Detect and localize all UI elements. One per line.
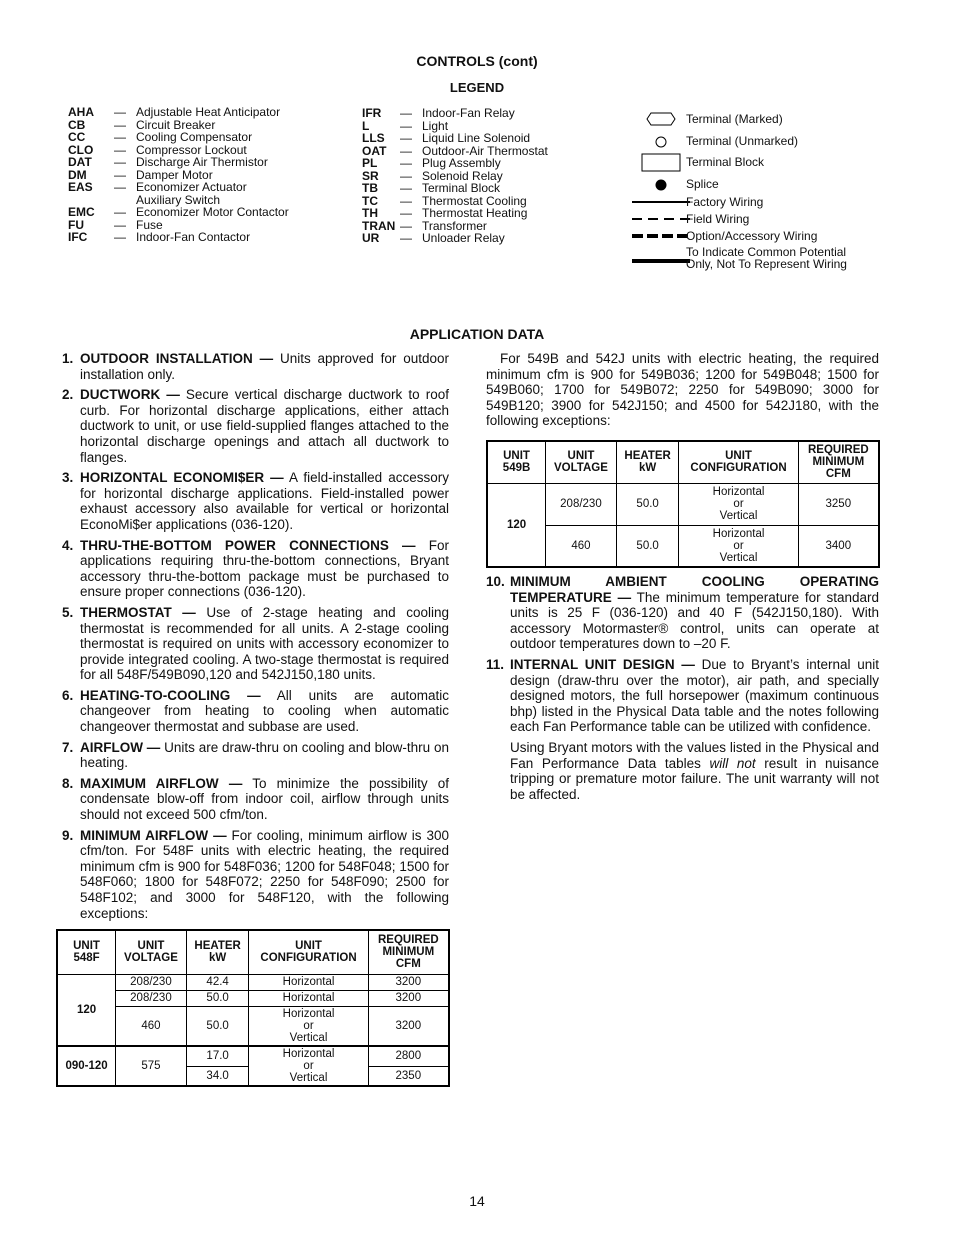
header-heater: HEATER kW [186,930,249,974]
field-wiring-icon [632,214,690,224]
item-text: Units are draw-thru on cooling and blow-thru on heating. [80,739,449,771]
item-heading: DUCTWORK — [80,387,180,403]
terminal-unmarked-icon [632,133,690,149]
header-voltage: UNIT VOLTAGE [116,930,187,974]
legend-dash: — [114,130,126,144]
item-number: 2. [62,387,74,403]
legend-abbr: OAT [362,143,387,158]
legend-dash: — [400,168,412,183]
legend-abbr: TB [362,181,378,195]
legend-dash: — [114,142,126,157]
legend-abbr: IFC [68,230,88,244]
legend-dash: — [114,230,126,244]
legend-desc: Unloader Relay [422,231,505,245]
legend-desc: Terminal Block [422,181,501,195]
legend-abbr: LLS [362,131,385,145]
legend-desc: Cooling Compensator [136,130,253,144]
legend-mid [362,107,548,245]
legend-entry [68,231,289,244]
splice-icon [632,176,690,192]
legend-dash: — [114,205,126,219]
item-heading: OUTDOOR INSTALLATION — [80,351,274,366]
item-heading: HEATING-TO-COOLING — [80,687,261,703]
legend-abbr: PL [362,156,378,170]
item-number: 6. [62,687,74,703]
application-item [62,387,449,465]
item-11-paragraph: Using Bryant motors with the values listed in the Physical and Fan Performance Data tables will not result in nuisance tripping or premature motor failure. The unit warranty will not be affected. [510,739,880,802]
application-item [62,688,449,735]
legend-desc: Discharge Air Thermistor [136,155,268,169]
application-item [486,574,879,652]
header-config: UNIT CONFIGURATION [679,441,798,483]
header-config: UNIT CONFIGURATION [249,930,368,974]
item-text: Secure vertical discharge ductwork to roof curb. For horizontal discharge applications, either attach ductwork to unit, or use field-supplied flanges attached to the horizontal discharge openings and attach all ductwork to flanges. [80,387,449,465]
item-number: 8. [62,775,74,791]
legend-abbr: CC [68,130,86,144]
table-row: 090-120 575 17.0 Horizontal or Vertical 2800 [57,1046,449,1066]
item-text: Use of 2-stage heating and cooling thermostat is recommended for all units. A 2-stage cooling thermostat is required on units with accessory economizer to provide integrated cooling. A two-stage thermostat is required for all 548F/549B090,120 and 542J150,180 units. [80,604,449,683]
item-number: 7. [62,739,74,755]
legend-dash: — [400,156,412,170]
legend-dash: — [114,217,126,232]
item-text: Due to Bryant’s internal unit design (draw-thru over the motor), air path, and specially designed motors, the full horsepower (maximum continuous bhp) listed in the Physical Data table and the notes following each Fan Performance table can be utilized with confidence. [510,656,879,735]
legend-dash: — [400,218,412,233]
legend-abbr: CLO [68,142,94,157]
application-item [62,828,449,922]
legend-dash: — [114,155,126,169]
legend-abbr: EMC [68,205,95,219]
item-text: To minimize the possibility of condensate blow-off from indoor coil, airflow through units should not exceed 500 cfm/ton. [80,775,449,823]
legend-desc: Economizer Motor Contactor [136,205,289,219]
table-row: 208/230 50.0 Horizontal 3200 [57,990,449,1006]
legend-desc: Outdoor-Air Thermostat [422,143,548,158]
application-item [62,740,449,771]
page-number: 14 [469,1193,485,1209]
application-item [62,605,449,683]
table-row: 34.0 2350 [57,1066,449,1086]
legend-abbr: CB [68,117,86,132]
legend-desc: Circuit Breaker [136,117,216,132]
legend-entry [68,206,289,219]
legend-desc: Plug Assembly [422,156,501,170]
application-item [62,351,449,382]
item-number: 10. [486,574,505,589]
legend-desc: Transformer [422,218,487,233]
legend-dash: — [400,143,412,158]
legend-entry [362,182,548,195]
legend-abbr: DM [68,167,87,182]
legend-dash: — [400,193,412,208]
legend-entry [362,207,548,220]
legend-desc: Solenoid Relay [422,168,503,183]
symbol-splice: Splice [632,174,690,194]
legend-dash: — [400,106,412,120]
legend-left [68,106,289,244]
table-header-row [57,930,449,974]
legend-entry [362,157,548,170]
legend-title: LEGEND [449,80,505,95]
legend-entry [68,156,289,169]
legend-abbr: TC [362,193,378,208]
item-text: Units approved for outdoor installation only. [80,351,449,382]
legend-abbr: L [362,118,370,133]
legend-dash: — [400,181,412,195]
legend-desc: Auxiliary Switch [136,192,221,207]
legend-abbr: AHA [68,105,94,119]
table-row: 460 50.0 Horizontal or Vertical 3400 [487,525,879,567]
table-row: 460 50.0 Horizontal or Vertical 3200 [57,1006,449,1046]
item-heading: HORIZONTAL ECONOMI$ER — [80,470,284,486]
symbol-common-potential: To Indicate Common Potential Only, Not To Represent Wiring [632,248,690,274]
legend-entry [68,181,289,194]
application-data-title: APPLICATION DATA [409,326,545,342]
legend-abbr: TRAN [362,218,396,233]
item-heading: AIRFLOW — [80,739,161,755]
application-item [62,538,449,600]
application-item [486,657,879,735]
symbol-legend [632,108,932,278]
header-unit: UNIT 548F [57,930,116,974]
factory-wiring-icon [632,197,690,207]
terminal-block-icon [632,152,690,172]
legend-desc: Thermostat Cooling [422,193,527,208]
legend-dash: — [400,231,412,245]
item-text: All units are automatic changeover from heating to cooling when automatic changeover thermostat and subbase are used. [80,687,449,735]
table-548f [56,929,450,1087]
legend-entry [68,131,289,144]
legend-dash: — [114,167,126,182]
legend-entry [68,106,289,119]
legend-desc: Indoor-Fan Relay [422,106,515,120]
item-text: The minimum temperature for standard units is 25 F (036-120) and 40 F (542J150,180). With accessory Motormaster® control, units can operate at outdoor temperatures down to –20 F. [510,589,879,652]
application-item [62,776,449,823]
item-heading: MINIMUM AIRFLOW — [80,827,227,843]
symbol-option-wiring: Option/Accessory Wiring [632,226,690,246]
header-voltage: UNIT VOLTAGE [546,441,617,483]
option-wiring-icon [632,231,690,241]
table-row: 120 208/230 42.4 Horizontal 3200 [57,974,449,990]
legend-entry [362,132,548,145]
table-header-row [487,441,879,483]
legend-desc: Compressor Lockout [136,142,247,157]
legend-desc: Fuse [136,217,163,232]
item-heading: MAXIMUM AIRFLOW — [80,775,243,791]
legend-abbr: EAS [68,180,93,194]
legend-dash: — [400,118,412,133]
legend-abbr: SR [362,168,379,183]
legend-dash: — [114,180,126,194]
item-text: For cooling, minimum airflow is 300 cfm/ton. For 548F units with electric heating, the required minimum cfm is 900 for 548F036; 1200 for 548F048; 1500 for 548F060; 1800 for 548F072; 2250 for 548F090; 2500 for 548F102; and 3000 for 548F120, with the following exceptions: [80,827,449,921]
item-text: For applications requiring thru-the-bottom connections, Bryant accessory thru-the-bottom package must be purchased to ensure proper connections (036-120). [80,537,449,600]
header-cfm: REQUIRED MINIMUM CFM [368,930,449,974]
item-number: 4. [62,537,74,553]
item-number: 9. [62,827,74,843]
symbol-field-wiring: Field Wiring [632,209,690,229]
item-heading: MINIMUM AMBIENT COOLING OPERATING TEMPERATURE — [510,574,879,605]
legend-desc: Liquid Line Solenoid [422,131,531,145]
legend-desc: Damper Motor [136,167,213,182]
legend-abbr: DAT [68,155,92,169]
legend-abbr: IFR [362,106,382,120]
item-text: A field-installed accessory for horizontal discharge applications. Field-installed power exhaust accessory also available for vertical or horizontal EconoMi$er applications (036-120). [80,470,449,532]
table-549b [486,440,880,568]
item-number: 5. [62,604,74,620]
legend-abbr: TH [362,206,378,220]
item-number: 11. [486,656,505,672]
legend-desc: Light [422,118,449,133]
legend-entry [362,107,548,120]
terminal-marked-icon [632,111,690,127]
common-potential-icon [632,256,690,266]
application-item [62,470,449,532]
item-number: 3. [62,470,74,486]
legend-desc: Thermostat Heating [422,206,528,220]
legend-desc: Economizer Actuator [136,180,247,194]
symbol-terminal-block: Terminal Block [632,152,690,172]
legend-abbr: UR [362,231,380,245]
legend-entry [362,232,548,245]
legend-dash: — [400,131,412,145]
legend-desc: Indoor-Fan Contactor [136,230,251,244]
right-column-items [486,574,879,807]
left-column [62,351,449,926]
symbol-terminal-unmarked: Terminal (Unmarked) [632,131,690,151]
right-column-intro: For 549B and 542J units with electric heating, the required minimum cfm is 900 for 549B036; 1200 for 549B048; 1500 for 549B060; 1700 for 549B072; 2250 for 549B090; 3000 for 549B120; 3900 for 542J150; and 4500 for 542J180, with the following exceptions: [486,351,879,429]
item-heading: THERMOSTAT — [80,604,196,620]
legend-abbr: FU [68,217,84,232]
header-heater: HEATER kW [616,441,679,483]
symbol-factory-wiring: Factory Wiring [632,192,690,212]
legend-dash: — [114,117,126,132]
item-number: 1. [62,351,74,366]
item-heading: THRU-THE-BOTTOM POWER CONNECTIONS — [80,537,416,553]
section-title: CONTROLS (cont) [416,53,538,69]
legend-dash: — [114,105,126,119]
legend-dash: — [400,206,412,220]
item-heading: INTERNAL UNIT DESIGN — [510,656,695,672]
legend-desc: Adjustable Heat Anticipator [136,105,281,119]
symbol-terminal-marked: Terminal (Marked) [632,109,690,129]
header-unit: UNIT 549B [487,441,546,483]
table-row: 120 208/230 50.0 Horizontal or Vertical 3250 [487,483,879,525]
header-cfm: REQUIRED MINIMUM CFM [798,441,879,483]
